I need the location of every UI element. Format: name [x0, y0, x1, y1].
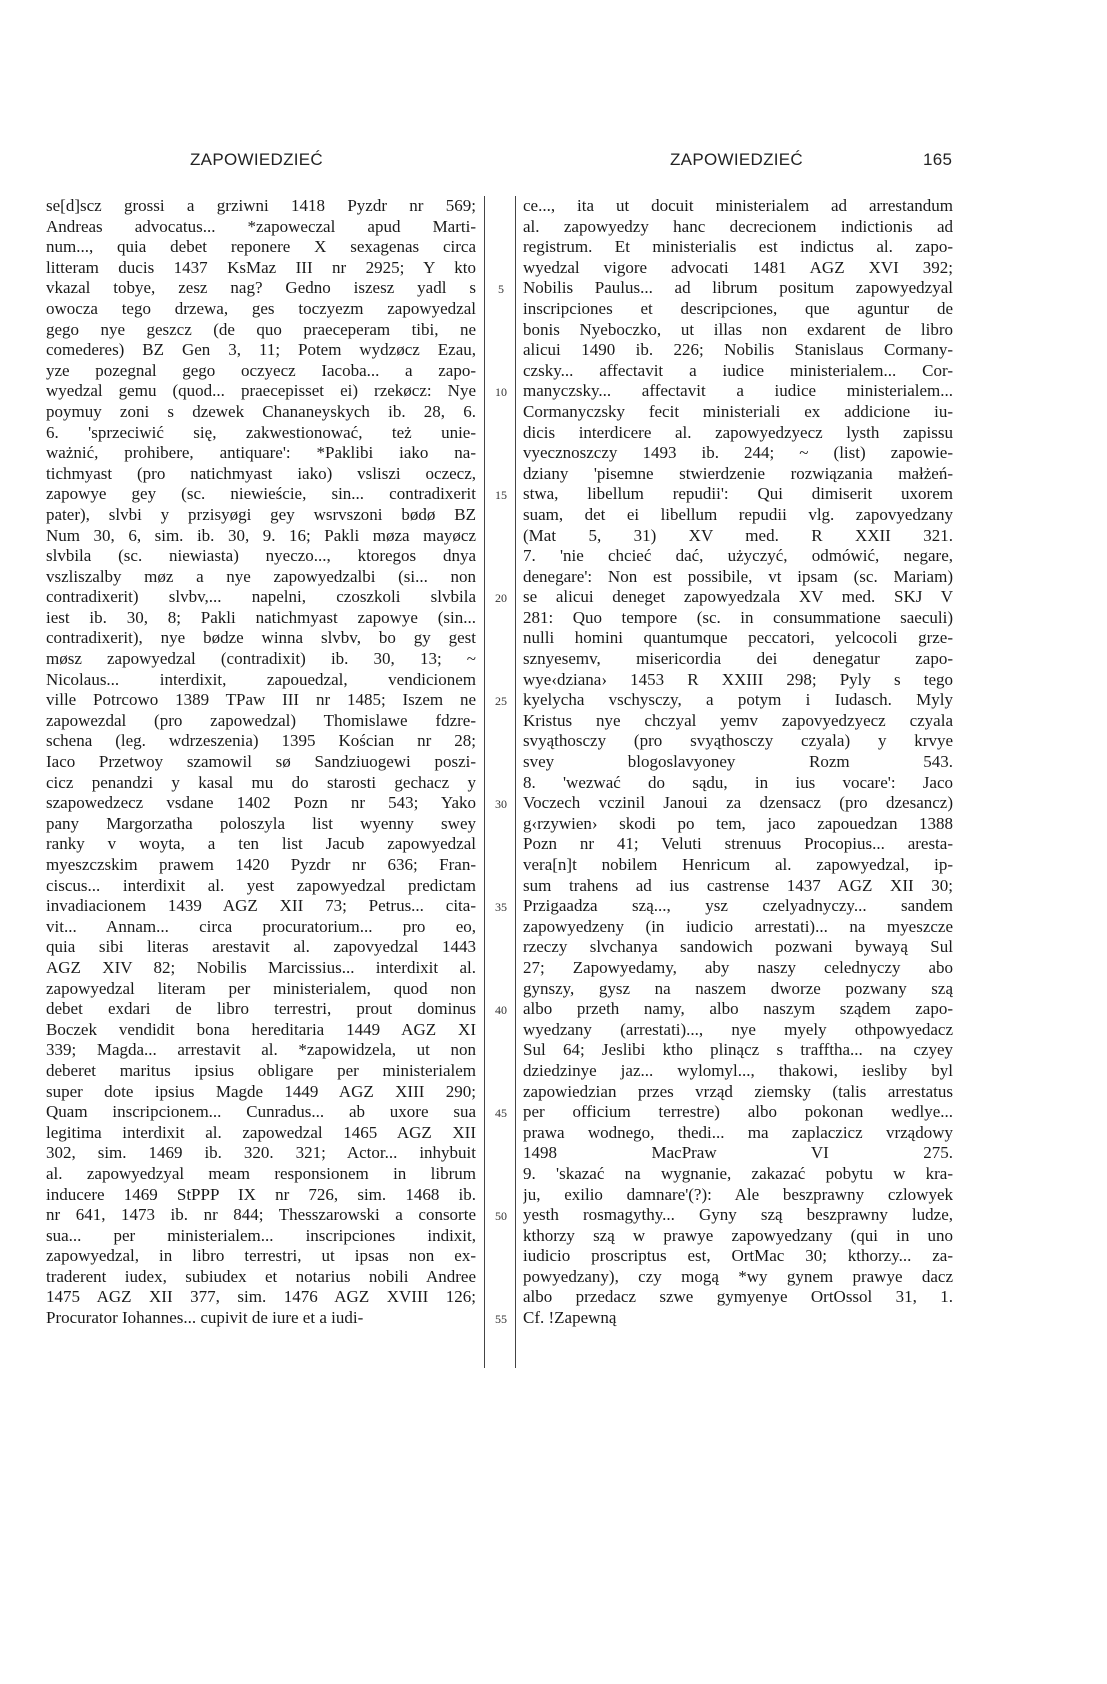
left-column-line: sua... per ministerialem... inscripciones indixit,: [46, 1225, 476, 1245]
right-column-line: rzeczy slvchanya sandowich pozwani bywayą Sul: [523, 937, 953, 957]
right-column-line: Voczech vczinil Janoui za dzensacz (pro dzesancz): [523, 793, 953, 813]
left-column-line: yze pozegnal gego oczyecz Iacoba... a zapo-: [46, 360, 476, 380]
left-column-line: Andreas advocatus... *zapoweczal apud Marti-: [46, 216, 476, 236]
right-column-line: 9. 'skazać na wygnanie, zakazać pobytu w kra-: [523, 1163, 953, 1183]
right-column-line: dicis interdicere al. zapowyedzyecz lysth zapissu: [523, 422, 953, 442]
right-column-line: alicui 1490 ib. 226; Nobilis Stanislaus Cormany-: [523, 340, 953, 360]
right-column-line: dziedzinye jaz... wylomyl..., thakowi, iesliby byl: [523, 1060, 953, 1080]
left-column-line: legitima interdixit al. zapowedzal 1465 AGZ XII: [46, 1122, 476, 1142]
line-number: 25: [495, 694, 507, 709]
left-column-line: Quam inscripcionem... Cunradus... ab uxore sua: [46, 1102, 476, 1122]
line-number: 10: [495, 385, 507, 400]
left-column: [46, 196, 476, 1329]
left-column-line: Procurator Iohannes... cupivit de iure et a iudi-: [46, 1308, 364, 1328]
left-column-line: contradixerit), nye bødze winna slvbv, bo gy gest: [46, 628, 476, 648]
left-column-line: schena (leg. wdrzeszenia) 1395 Kościan nr 28;: [46, 731, 476, 751]
left-column-line: møsz zapowyedzal (contradixit) ib. 30, 13; ~: [46, 649, 476, 669]
left-column-line: pany Margorzatha poloszyla list wyenny swey: [46, 813, 476, 833]
right-column-line: inscripciones et descripciones, que aguntur de: [523, 298, 953, 318]
right-column-line: 27; Zapowyedamy, aby naszy celednyczy abo: [523, 957, 953, 977]
running-head-left: ZAPOWIEDZIEĆ: [190, 150, 323, 169]
right-column-line: (Mat 5, 31) XV med. R XXII 321.: [523, 525, 953, 545]
right-column-line: Sul 64; Jeslibi ktho plinącz s trafftha... na czyey: [523, 1040, 953, 1060]
left-column-line: myeszczskim prawem 1420 Pyzdr nr 636; Fran-: [46, 855, 476, 874]
right-column-line: wyedzal vigore advocati 1481 AGZ XVI 392;: [523, 257, 953, 277]
left-column-line: AGZ XIV 82; Nobilis Marcissius... interdixit al.: [46, 957, 476, 977]
right-column-line: wyedzany (arrestati)..., nye myely othpowyedacz: [523, 1019, 953, 1039]
line-number: 5: [498, 282, 504, 297]
right-column-line: ce..., ita ut docuit ministerialem ad arrestandum: [523, 196, 953, 215]
line-number: 40: [495, 1003, 507, 1018]
left-column-line: cicz penandzi y kasal mu do starosti gechacz y: [46, 772, 476, 792]
line-number: 30: [495, 797, 507, 812]
right-column-line: svey blogoslavyoney Rozm 543.: [523, 752, 953, 772]
left-column-line: super dote ipsius Magde 1449 AGZ XIII 290;: [46, 1081, 476, 1101]
right-column-line: iudicio proscriptus est, OrtMac 30; kthorzy... za-: [523, 1246, 953, 1266]
right-column-line: stwa, libellum repudii': Qui dimiserit uxorem: [523, 484, 953, 504]
right-column-line: Pozn nr 41; Veluti strenuus Procopius... aresta-: [523, 834, 953, 854]
left-column-line: litteram ducis 1437 KsMaz III nr 2925; Y kto: [46, 257, 476, 277]
right-column-line: registrum. Et ministerialis est indictus al. zapo-: [523, 237, 953, 257]
right-column-line: al. zapowyedzy hanc decrecionem indictionis ad: [523, 216, 953, 236]
right-column-line: powyedzany), czy mogą *wy gynem prawye dacz: [523, 1266, 953, 1286]
left-column-line: pater), slvbi y przisyøgi gey wsrvszoni bødø BZ: [46, 504, 476, 524]
left-column-line: 339; Magda... arrestavit al. *zapowidzela, ut non: [46, 1040, 476, 1060]
right-column-line: vyecznoszczy 1493 ib. 244; ~ (list) zapowie-: [523, 443, 953, 463]
line-number: 55: [495, 1312, 507, 1327]
right-column-line: dziany 'pisemne stwierdzenie rozwiązania małżeń-: [523, 463, 953, 483]
right-column-line: svyąthosczy (pro svyąthosczy czyala) y krvye: [523, 731, 953, 751]
left-column-line: poymuy zoni s dzewek Chananeyskych ib. 28, 6.: [46, 401, 476, 421]
right-column-line: wye‹dziana› 1453 R XXIII 298; Pyly s tego: [523, 669, 953, 689]
left-column-line: zapowyedzal, in libro terrestri, ut ipsas non ex-: [46, 1246, 476, 1266]
line-number: 35: [495, 900, 507, 915]
right-column-line: 1498 MacPraw VI 275.: [523, 1143, 953, 1163]
left-column-line: nr 641, 1473 ib. nr 844; Thesszarowski a consorte: [46, 1205, 476, 1225]
left-column-line: ville Potrcowo 1389 TPaw III nr 1485; Iszem ne: [46, 690, 476, 710]
left-column-line: gego nye geszcz (de quo praeceperam tibi, ne: [46, 319, 476, 339]
left-column-line: traderent iudex, subiudex et notarius nobili Andree: [46, 1266, 476, 1286]
right-column-line: Nobilis Paulus... ad librum positum zapowyedzyal: [523, 278, 953, 298]
column-divider-right: [515, 196, 516, 1368]
right-column-line: kthorzy szą w prawye zapowyedzany (qui in uno: [523, 1225, 953, 1245]
left-column-line: ważnić, prohibere, antiquare': *Paklibi iako na-: [46, 443, 476, 463]
left-column-line: Nicolaus... interdixit, zapouedzal, vendicionem: [46, 669, 476, 689]
left-column-line: Boczek vendidit bona hereditaria 1449 AGZ XI: [46, 1019, 476, 1039]
right-column-line: albo przeth namy, albo naszym sządem zapo-: [523, 999, 953, 1019]
right-column-line: denegare': Non est possibile, vt ipsam (sc. Mariam): [523, 566, 953, 586]
left-column-line: slvbila (sc. niewiasta) nyeczo..., ktoregos dnya: [46, 546, 476, 566]
column-divider-left: [484, 196, 485, 1368]
right-column-line: Cf. !Zapewną: [523, 1308, 617, 1328]
right-column: [523, 196, 953, 1329]
right-column-line: zapowyedzeny (in iudicio arrestati)... na myeszcze: [523, 916, 953, 936]
right-column-line: Cormanyczsky fecit ministeriali ex addicione iu-: [523, 401, 953, 421]
left-column-line: vkazal tobye, zesz nag? Gedno iszesz yadl s: [46, 278, 476, 298]
left-column-line: 6. 'sprzeciwić się, zakwestionować, też unie-: [46, 422, 476, 442]
right-column-line: 281: Quo tempore (sc. in consummatione saeculi): [523, 607, 953, 627]
right-column-line: 8. 'wezwać do sądu, in ius vocare': Jaco: [523, 772, 953, 792]
left-column-line: Num 30, 6, sim. ib. 30, 9. 16; Pakli møza mayøcz: [46, 525, 476, 545]
left-column-line: zapowyedzal literam per ministerialem, quod non: [46, 978, 476, 998]
right-column-line: suam, det ei libellum repudii vlg. zapovyedzany: [523, 504, 953, 524]
page-number: 165: [923, 150, 953, 169]
right-column-line: nulli homini quantumque peccatori, yelcocoli grze-: [523, 628, 953, 648]
right-column-line: kyelycha vschysczy, a potym i Iudasch. Myly: [523, 690, 953, 710]
right-column-line: vera[n]t nobilem Henricum al. zapowyedzal, ip-: [523, 855, 953, 874]
right-column-line: 7. 'nie chcieć dać, użyczyć, odmówić, negare,: [523, 546, 953, 566]
right-column-line: czsky... affectavit a iudice ministerialem... Cor-: [523, 360, 953, 380]
right-column-line: prawa wodnego, thedi... ma zaplaczicz vrządowy: [523, 1122, 953, 1142]
right-column-line: sznyesemv, misericordia dei denegatur zapo-: [523, 649, 953, 669]
left-column-line: debet exdari de libro terrestri, prout dominus: [46, 999, 476, 1019]
left-column-line: ranky v woyta, a ten list Jacub zapowyedzal: [46, 834, 476, 854]
left-column-line: zapowezdal (pro zapowedzal) Thomislawe fdzre-: [46, 710, 476, 730]
left-column-line: vit... Annam... circa procuratorium... pro eo,: [46, 916, 476, 936]
line-number: 15: [495, 488, 507, 503]
left-column-line: 1475 AGZ XII 377, sim. 1476 AGZ XVIII 126;: [46, 1287, 476, 1307]
left-column-line: vszliszalby møz a nye zapowyedzalbi (si... non: [46, 566, 476, 586]
right-column-line: g‹rzywien› skodi po tem, jaco zapouedzan 1388: [523, 813, 953, 833]
left-column-line: comederes) BZ Gen 3, 11; Potem wydzøcz Ezau,: [46, 340, 476, 360]
left-column-line: al. zapowyedzyal meam responsionem in librum: [46, 1163, 476, 1183]
left-column-line: szapowedzecz vsdane 1402 Pozn nr 543; Yako: [46, 793, 476, 813]
left-column-line: tichmyast (pro natichmyast iako) vsliszi oczecz,: [46, 463, 476, 483]
left-column-line: zapowye gey (sc. niewieście, sin... contradixerit: [46, 484, 476, 504]
left-column-line: invadiacionem 1439 AGZ XII 73; Petrus... cita-: [46, 896, 476, 916]
running-head-right: ZAPOWIEDZIEĆ: [670, 150, 803, 169]
left-column-line: Iaco Przetwoy szamowil sø Sandziuogewi poszi-: [46, 752, 476, 772]
right-column-line: gynszy, gysz na naszem dworze pozwany szą: [523, 978, 953, 998]
left-column-line: iest ib. 30, 8; Pakli natichmyast zapowye (sin...: [46, 607, 476, 627]
left-column-line: owocza tego drzewa, ges toczyezm zapowyedzal: [46, 298, 476, 318]
right-column-line: Kristus nye chczyal yemv zapovyedzyecz czyala: [523, 710, 953, 730]
right-column-line: manyczsky... affectavit a iudice ministerialem...: [523, 381, 953, 401]
right-column-line: yesth rosmagythy... Gyny szą beszprawny ludze,: [523, 1205, 953, 1225]
right-column-line: sum trahens ad ius castrense 1437 AGZ XII 30;: [523, 875, 953, 895]
line-number: 20: [495, 591, 507, 606]
left-column-line: deberet maritus ipsius obligare per ministerialem: [46, 1060, 476, 1080]
right-column-line: zapowiedzian przes vrząd ziemsky (talis arrestatus: [523, 1081, 953, 1101]
left-column-line: inducere 1469 StPPP IX nr 726, sim. 1468 ib.: [46, 1184, 476, 1204]
left-column-line: quia sibi literas arestavit al. zapovyedzal 1443: [46, 937, 476, 957]
right-column-line: bonis Nyeboczko, ut illas non exdarent de libro: [523, 319, 953, 339]
left-column-line: wyedzal gemu (quod... praecepisset ei) rzekøcz: Nye: [46, 381, 476, 401]
left-column-line: ciscus... interdixit al. yest zapowyedzal predictam: [46, 875, 476, 895]
right-column-line: se alicui deneget zapowyedzala XV med. SKJ V: [523, 587, 953, 607]
left-column-line: 302, sim. 1469 ib. 320. 321; Actor... inhybuit: [46, 1143, 476, 1163]
left-column-line: contradixerit) slvbv,... napelni, czoszkoli slvbila: [46, 587, 476, 607]
left-column-line: se[d]scz grossi a grziwni 1418 Pyzdr nr 569;: [46, 196, 476, 215]
line-number: 50: [495, 1209, 507, 1224]
right-column-line: albo przedacz szwe gymyenye OrtOssol 31, 1.: [523, 1287, 953, 1307]
right-column-line: per officium terrestre) albo pokonan wedlye...: [523, 1102, 953, 1122]
left-column-line: num..., quia debet reponere X sexagenas circa: [46, 237, 476, 257]
right-column-line: Przigaadza szą..., ysz czelyadnyczy... sandem: [523, 896, 953, 916]
right-column-line: ju, exilio damnare'(?): Ale beszprawny czlowyek: [523, 1184, 953, 1204]
line-number: 45: [495, 1106, 507, 1121]
